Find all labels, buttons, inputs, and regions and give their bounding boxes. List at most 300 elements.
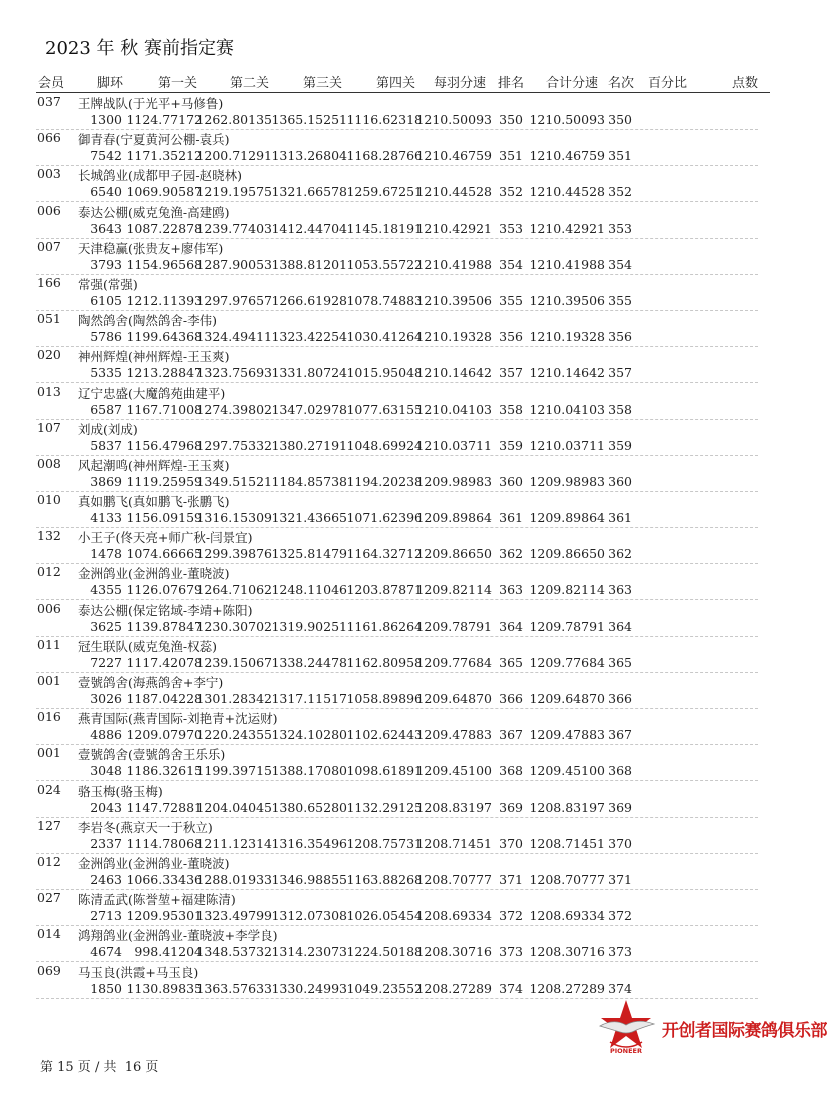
stage4-speed: 1163.88268 xyxy=(346,871,422,887)
stage4-speed: 1058.89896 xyxy=(346,691,422,706)
row-owner-line xyxy=(0,311,800,329)
total-speed: 1209.86650 xyxy=(529,546,605,562)
rank: 354 xyxy=(499,256,523,272)
ring-number: 6540 xyxy=(90,184,122,200)
stage1-speed: 998.41204 xyxy=(134,944,202,960)
header-avg-speed: 每羽分速 xyxy=(434,76,487,91)
member-id: 012 xyxy=(37,853,61,869)
stage1-speed: 1156.09159 xyxy=(126,510,202,526)
row-owner-line xyxy=(0,745,800,763)
stage4-speed: 1116.62318 xyxy=(346,112,422,127)
table-row xyxy=(0,963,800,999)
header-stage2: 第二关 xyxy=(230,76,270,91)
row-values-line xyxy=(0,402,800,420)
total-speed: 1208.30716 xyxy=(529,944,605,960)
place: 359 xyxy=(608,437,632,453)
table-header xyxy=(0,72,800,92)
total-speed: 1210.42921 xyxy=(529,220,605,236)
stage3-speed: 1380.65280 xyxy=(271,799,347,815)
place: 350 xyxy=(608,112,632,127)
place: 366 xyxy=(608,691,632,706)
avg-speed: 1209.47883 xyxy=(416,727,492,743)
stage4-speed: 1203.87871 xyxy=(346,582,422,598)
stage4-speed: 1161.86264 xyxy=(346,618,422,634)
owner-name: 鸿翔鸽业(金洲鸽业-董晓波+李学良) xyxy=(78,928,278,944)
stage2-speed: 1287.90053 xyxy=(196,256,272,272)
row-values-line xyxy=(0,582,800,600)
rank: 363 xyxy=(499,582,523,598)
stage4-speed: 1071.62396 xyxy=(346,510,422,526)
place: 356 xyxy=(608,329,632,345)
total-speed: 1209.89864 xyxy=(529,510,605,526)
member-id: 107 xyxy=(37,419,61,435)
total-speed: 1210.46759 xyxy=(529,148,605,164)
owner-name: 金洲鸽业(金洲鸽业-董晓波) xyxy=(78,855,230,871)
total-speed: 1208.71451 xyxy=(529,835,605,851)
stage4-speed: 1077.63155 xyxy=(346,401,422,417)
avg-speed: 1210.19328 xyxy=(416,329,492,345)
rank: 356 xyxy=(499,329,523,345)
row-owner-line xyxy=(0,818,800,836)
header-points: 点数 xyxy=(732,76,759,91)
stage3-speed: 1313.26804 xyxy=(271,148,347,164)
stage2-speed: 1262.80135 xyxy=(196,112,272,127)
total-speed: 1210.14642 xyxy=(529,365,605,381)
total-speed: 1208.27289 xyxy=(529,980,605,996)
stage3-speed: 1380.27191 xyxy=(271,437,347,453)
row-values-line xyxy=(0,184,800,202)
rank: 352 xyxy=(499,184,523,200)
row-values-line xyxy=(0,908,800,926)
avg-speed: 1208.30716 xyxy=(416,944,492,960)
owner-name: 天津稳赢(张贵友+廖伟军) xyxy=(78,240,224,256)
stage1-speed: 1069.90587 xyxy=(126,184,202,200)
total-speed: 1210.50093 xyxy=(529,112,605,127)
rank: 374 xyxy=(499,980,523,996)
header-divider xyxy=(36,92,770,93)
owner-name: 真如鹏飞(真如鹏飞-张鹏飞) xyxy=(78,494,230,510)
stage3-speed: 1321.43665 xyxy=(271,510,347,526)
rank: 365 xyxy=(499,654,523,670)
ring-number: 4674 xyxy=(90,944,122,960)
table-row xyxy=(0,564,800,600)
member-id: 069 xyxy=(37,962,61,978)
stage1-speed: 1124.77172 xyxy=(126,112,202,127)
table-row xyxy=(0,311,800,347)
rank: 371 xyxy=(499,871,523,887)
stage4-speed: 1102.62443 xyxy=(346,727,422,743)
rank: 367 xyxy=(499,727,523,743)
total-speed: 1210.44528 xyxy=(529,184,605,200)
member-id: 003 xyxy=(37,166,61,182)
avg-speed: 1208.71451 xyxy=(416,835,492,851)
member-id: 024 xyxy=(37,781,61,797)
stage3-speed: 1338.24478 xyxy=(271,654,347,670)
avg-speed: 1210.42921 xyxy=(416,220,492,236)
stage3-speed: 1314.23073 xyxy=(271,944,347,960)
stage3-speed: 1346.98855 xyxy=(271,871,347,887)
ring-number: 2713 xyxy=(90,908,122,924)
row-values-line xyxy=(0,293,800,311)
avg-speed: 1210.46759 xyxy=(416,148,492,164)
table-row xyxy=(0,637,800,673)
owner-name: 骆玉梅(骆玉梅) xyxy=(78,783,163,799)
stage3-speed: 1248.11046 xyxy=(271,582,347,598)
rank: 362 xyxy=(499,546,523,562)
total-speed: 1210.19328 xyxy=(529,329,605,345)
rank: 351 xyxy=(499,148,523,164)
member-id: 011 xyxy=(37,636,61,652)
place: 358 xyxy=(608,401,632,417)
ring-number: 1850 xyxy=(90,980,122,996)
stage2-speed: 1323.75693 xyxy=(196,365,272,381)
stage4-speed: 1049.23552 xyxy=(346,980,422,996)
stage4-speed: 1164.32712 xyxy=(346,546,422,562)
table-row xyxy=(0,166,800,202)
stage4-speed: 1259.67251 xyxy=(346,184,422,200)
owner-name: 燕青国际(燕青国际-刘艳青+沈运财) xyxy=(78,711,278,727)
avg-speed: 1208.83197 xyxy=(416,799,492,815)
member-id: 166 xyxy=(37,274,61,290)
row-owner-line xyxy=(0,963,800,981)
stage4-speed: 1048.69924 xyxy=(346,437,422,453)
member-id: 006 xyxy=(37,202,61,218)
logo-badge-text: PIONEER xyxy=(609,1047,643,1055)
stage2-speed: 1199.39715 xyxy=(196,763,272,779)
ring-number: 3869 xyxy=(90,473,122,489)
row-owner-line xyxy=(0,528,800,546)
stage2-speed: 1211.12314 xyxy=(196,835,272,851)
row-owner-line xyxy=(0,492,800,510)
place: 365 xyxy=(608,654,632,670)
row-owner-line xyxy=(0,203,800,221)
avg-speed: 1209.78791 xyxy=(416,618,492,634)
ring-number: 6587 xyxy=(90,401,122,417)
stage3-speed: 1321.66578 xyxy=(271,184,347,200)
header-total-speed: 合计分速 xyxy=(546,76,599,91)
total-speed: 1209.82114 xyxy=(529,582,605,598)
stage2-speed: 1288.01933 xyxy=(196,871,272,887)
member-id: 010 xyxy=(37,492,61,508)
member-id: 014 xyxy=(37,926,61,942)
stage4-speed: 1026.05454 xyxy=(346,908,422,924)
header-rank: 排名 xyxy=(498,76,525,91)
table-row xyxy=(0,239,800,275)
stage2-speed: 1297.75332 xyxy=(196,437,272,453)
row-owner-line xyxy=(0,130,800,148)
stage3-speed: 1347.02978 xyxy=(271,401,347,417)
stage4-speed: 1015.95048 xyxy=(346,365,422,381)
row-values-line xyxy=(0,510,800,528)
ring-number: 3625 xyxy=(90,618,122,634)
table-row xyxy=(0,782,800,818)
row-values-line xyxy=(0,800,800,818)
place: 351 xyxy=(608,148,632,164)
member-id: 020 xyxy=(37,347,61,363)
ring-number: 3048 xyxy=(90,763,122,779)
place: 369 xyxy=(608,799,632,815)
stage1-speed: 1209.95301 xyxy=(126,908,202,924)
row-values-line xyxy=(0,474,800,492)
stage4-speed: 1145.18191 xyxy=(346,220,422,236)
ring-number: 3026 xyxy=(90,691,122,706)
stage4-speed: 1194.20238 xyxy=(346,473,422,489)
stage2-speed: 1316.15309 xyxy=(196,510,272,526)
stage1-speed: 1074.66665 xyxy=(126,546,202,562)
owner-name: 泰达公棚(保定铭域-李靖+陈阳) xyxy=(78,602,253,618)
place: 362 xyxy=(608,546,632,562)
place: 357 xyxy=(608,365,632,381)
owner-name: 陶然鸽舍(陶然鸽舍-李伟) xyxy=(78,313,217,329)
row-values-line xyxy=(0,691,800,709)
avg-speed: 1209.86650 xyxy=(416,546,492,562)
table-row xyxy=(0,384,800,420)
row-owner-line xyxy=(0,782,800,800)
ring-number: 3793 xyxy=(90,256,122,272)
rank: 357 xyxy=(499,365,523,381)
avg-speed: 1208.69334 xyxy=(416,908,492,924)
total-speed: 1210.03711 xyxy=(529,437,605,453)
stage3-speed: 1317.11517 xyxy=(271,691,347,706)
place: 360 xyxy=(608,473,632,489)
member-id: 132 xyxy=(37,528,61,544)
stage2-speed: 1204.04045 xyxy=(196,799,272,815)
row-values-line xyxy=(0,655,800,673)
stage3-speed: 1388.81201 xyxy=(271,256,347,272)
member-id: 051 xyxy=(37,311,61,327)
stage3-speed: 1312.07308 xyxy=(271,908,347,924)
place: 363 xyxy=(608,582,632,598)
row-values-line xyxy=(0,365,800,383)
place: 372 xyxy=(608,908,632,924)
place: 367 xyxy=(608,727,632,743)
owner-name: 金洲鸽业(金洲鸽业-董晓波) xyxy=(78,566,230,582)
ring-number: 2463 xyxy=(90,871,122,887)
row-owner-line xyxy=(0,166,800,184)
member-id: 007 xyxy=(37,238,61,254)
row-values-line xyxy=(0,763,800,781)
stage1-speed: 1209.07970 xyxy=(126,727,202,743)
rank: 366 xyxy=(499,691,523,706)
ring-number: 2337 xyxy=(90,835,122,851)
table-row xyxy=(0,601,800,637)
table-row xyxy=(0,420,800,456)
rank: 364 xyxy=(499,618,523,634)
ring-number: 1300 xyxy=(90,112,122,127)
member-id: 013 xyxy=(37,383,61,399)
stage1-speed: 1147.72881 xyxy=(126,799,202,815)
rank: 373 xyxy=(499,944,523,960)
total-speed: 1209.98983 xyxy=(529,473,605,489)
stage2-speed: 1264.71062 xyxy=(196,582,272,598)
rank: 370 xyxy=(499,835,523,851)
table-row xyxy=(0,890,800,926)
page-footer: 第 15 页 / 共 16 页 xyxy=(40,1060,159,1075)
rank: 358 xyxy=(499,401,523,417)
avg-speed: 1210.50093 xyxy=(416,112,492,127)
owner-name: 陈清孟武(陈誉堃+福建陈清) xyxy=(78,892,236,908)
stage4-speed: 1208.75731 xyxy=(346,835,422,851)
row-values-line xyxy=(0,221,800,239)
rank: 372 xyxy=(499,908,523,924)
row-owner-line xyxy=(0,564,800,582)
total-speed: 1210.39506 xyxy=(529,292,605,308)
place: 361 xyxy=(608,510,632,526)
header-stage4: 第四关 xyxy=(376,76,416,91)
stage3-speed: 1412.44704 xyxy=(271,220,347,236)
row-values-line xyxy=(0,981,800,999)
row-owner-line xyxy=(0,275,800,293)
stage1-speed: 1212.11393 xyxy=(126,292,202,308)
owner-name: 壹號鸽舍(壹號鸽舍王乐乐) xyxy=(78,747,226,763)
stage3-speed: 1365.15251 xyxy=(271,112,347,127)
row-values-line xyxy=(0,329,800,347)
row-values-line xyxy=(0,872,800,890)
ring-number: 4886 xyxy=(90,727,122,743)
page-title: 2023 年 秋 赛前指定赛 xyxy=(45,38,234,59)
header-place: 名次 xyxy=(608,76,635,91)
club-logo xyxy=(596,998,827,1056)
member-id: 037 xyxy=(37,94,61,109)
stage2-speed: 1297.97657 xyxy=(196,292,272,308)
table-row xyxy=(0,709,800,745)
owner-name: 冠生联队(威克兔渔-权蕊) xyxy=(78,638,217,654)
avg-speed: 1208.27289 xyxy=(416,980,492,996)
place: 368 xyxy=(608,763,632,779)
stage2-speed: 1220.24355 xyxy=(196,727,272,743)
ring-number: 7542 xyxy=(90,148,122,164)
rank: 369 xyxy=(499,799,523,815)
row-values-line xyxy=(0,619,800,637)
stage1-speed: 1066.33436 xyxy=(126,871,202,887)
stage1-speed: 1117.42078 xyxy=(126,654,202,670)
ring-number: 1478 xyxy=(90,546,122,562)
rank: 360 xyxy=(499,473,523,489)
row-owner-line xyxy=(0,890,800,908)
row-values-line xyxy=(0,727,800,745)
avg-speed: 1209.64870 xyxy=(416,691,492,706)
ring-number: 5786 xyxy=(90,329,122,345)
row-values-line xyxy=(0,438,800,456)
row-owner-line xyxy=(0,601,800,619)
ring-number: 5335 xyxy=(90,365,122,381)
stage3-speed: 1388.17080 xyxy=(271,763,347,779)
stage1-speed: 1154.96568 xyxy=(126,256,202,272)
stage2-speed: 1349.51521 xyxy=(196,473,272,489)
row-owner-line xyxy=(0,673,800,691)
owner-name: 刘成(刘成) xyxy=(78,421,138,437)
stage1-speed: 1187.04228 xyxy=(126,691,202,706)
stage3-speed: 1325.81479 xyxy=(271,546,347,562)
stage4-speed: 1053.55722 xyxy=(346,256,422,272)
row-owner-line xyxy=(0,239,800,257)
place: 370 xyxy=(608,835,632,851)
club-name: 开创者国际赛鸽俱乐部 xyxy=(662,1021,827,1041)
row-values-line xyxy=(0,112,800,130)
stage1-speed: 1167.71008 xyxy=(126,401,202,417)
stage2-speed: 1299.39876 xyxy=(196,546,272,562)
member-id: 012 xyxy=(37,564,61,580)
row-owner-line xyxy=(0,384,800,402)
avg-speed: 1209.82114 xyxy=(416,582,492,598)
ring-number: 6105 xyxy=(90,292,122,308)
total-speed: 1209.47883 xyxy=(529,727,605,743)
owner-name: 风起潮鸣(神州辉煌-王玉爽) xyxy=(78,457,230,473)
row-values-line xyxy=(0,836,800,854)
total-speed: 1208.70777 xyxy=(529,871,605,887)
rank: 368 xyxy=(499,763,523,779)
ring-number: 5837 xyxy=(90,437,122,453)
avg-speed: 1209.77684 xyxy=(416,654,492,670)
total-speed: 1210.41988 xyxy=(529,256,605,272)
rank: 355 xyxy=(499,292,523,308)
member-id: 066 xyxy=(37,130,61,146)
avg-speed: 1210.44528 xyxy=(416,184,492,200)
member-id: 027 xyxy=(37,890,61,906)
ring-number: 3643 xyxy=(90,220,122,236)
red-star-pigeon-icon xyxy=(596,998,666,1058)
stage1-speed: 1126.07679 xyxy=(126,582,202,598)
stage2-speed: 1239.77403 xyxy=(196,220,272,236)
table-row xyxy=(0,275,800,311)
row-owner-line xyxy=(0,94,800,112)
table-row xyxy=(0,926,800,962)
owner-name: 辽宁忠盛(大魔鸽苑曲建平) xyxy=(78,385,226,401)
owner-name: 小王子(佟天亮+师广秋-闫景宜) xyxy=(78,530,253,546)
stage2-speed: 1323.49799 xyxy=(196,908,272,924)
header-percent: 百分比 xyxy=(648,76,688,91)
stage1-speed: 1139.87847 xyxy=(126,618,202,634)
total-speed: 1209.77684 xyxy=(529,654,605,670)
member-id: 008 xyxy=(37,455,61,471)
row-owner-line xyxy=(0,926,800,944)
stage4-speed: 1168.28766 xyxy=(346,148,422,164)
owner-name: 长城鸽业(成都甲子园-赵晓林) xyxy=(78,168,242,184)
ring-number: 4133 xyxy=(90,510,122,526)
place: 364 xyxy=(608,618,632,634)
stage2-speed: 1230.30702 xyxy=(196,618,272,634)
avg-speed: 1210.04103 xyxy=(416,401,492,417)
stage1-speed: 1087.22878 xyxy=(126,220,202,236)
stage4-speed: 1098.61891 xyxy=(346,763,422,779)
row-values-line xyxy=(0,546,800,564)
total-speed: 1209.78791 xyxy=(529,618,605,634)
member-id: 001 xyxy=(37,673,61,688)
stage4-speed: 1030.41264 xyxy=(346,329,422,345)
table-row xyxy=(0,347,800,383)
owner-name: 马玉良(洪霞+马玉良) xyxy=(78,964,199,980)
stage3-speed: 1184.85738 xyxy=(271,473,347,489)
total-speed: 1209.64870 xyxy=(529,691,605,706)
stage1-speed: 1114.78068 xyxy=(126,835,202,851)
owner-name: 壹號鸽舍(海燕鸽舍+李宁) xyxy=(78,675,224,690)
avg-speed: 1210.39506 xyxy=(416,292,492,308)
table-row xyxy=(0,492,800,528)
avg-speed: 1209.45100 xyxy=(416,763,492,779)
rank: 353 xyxy=(499,220,523,236)
owner-name: 常强(常强) xyxy=(78,276,138,292)
stage1-speed: 1156.47968 xyxy=(126,437,202,453)
place: 374 xyxy=(608,980,632,996)
avg-speed: 1210.14642 xyxy=(416,365,492,381)
ring-number: 4355 xyxy=(90,582,122,598)
place: 373 xyxy=(608,944,632,960)
avg-speed: 1210.41988 xyxy=(416,256,492,272)
row-values-line xyxy=(0,944,800,962)
stage1-speed: 1199.64368 xyxy=(126,329,202,345)
total-speed: 1209.45100 xyxy=(529,763,605,779)
row-values-line xyxy=(0,257,800,275)
